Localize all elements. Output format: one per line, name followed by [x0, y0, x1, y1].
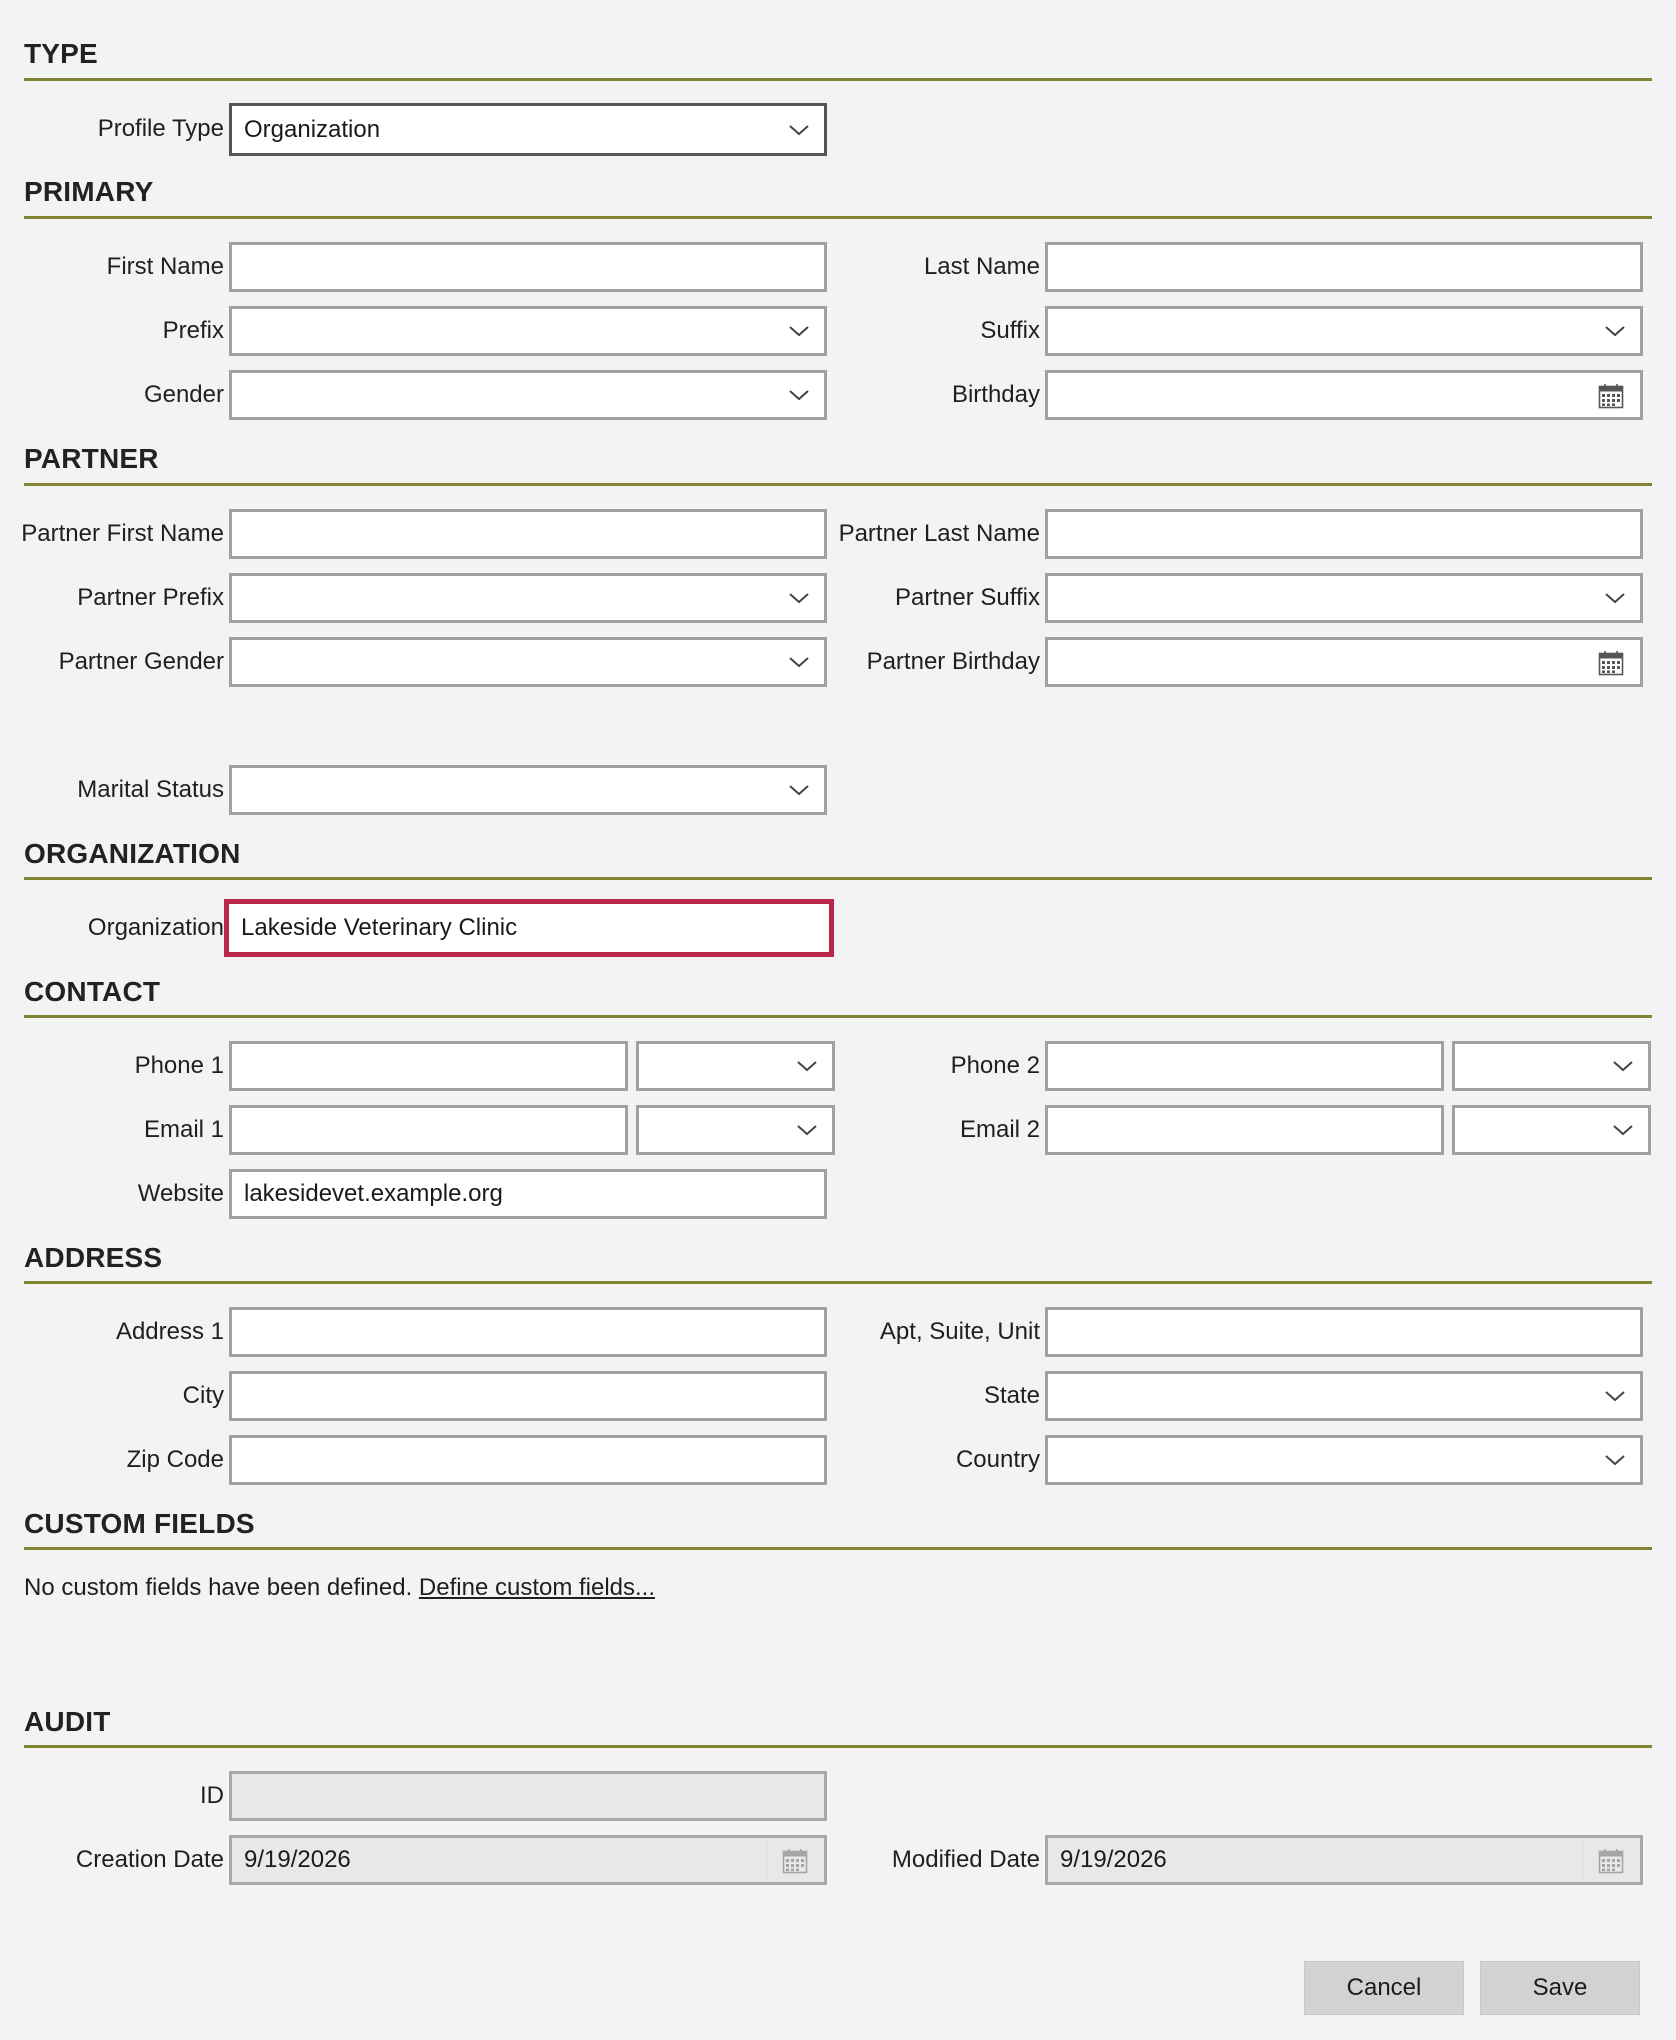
section-title-primary: PRIMARY [24, 176, 154, 207]
section-title-custom-fields: CUSTOM FIELDS [24, 1508, 255, 1539]
email1-field[interactable] [229, 1105, 628, 1155]
chevron-down-icon [1612, 1120, 1634, 1140]
profile-type-value: Organization [244, 116, 381, 143]
partner-birthday-date-picker[interactable] [1045, 637, 1643, 687]
modified-date-label: Modified Date [891, 1846, 1040, 1873]
city-field[interactable] [229, 1371, 827, 1421]
phone2-label: Phone 2 [950, 1052, 1040, 1079]
id-label: ID [200, 1782, 224, 1809]
profile-type-label: Profile Type [97, 115, 224, 142]
section-title-address: ADDRESS [24, 1242, 163, 1273]
section-divider [24, 78, 1652, 81]
partner-birthday-label: Partner Birthday [866, 648, 1040, 675]
birthday-label: Birthday [951, 381, 1040, 408]
state-select[interactable] [1045, 1371, 1643, 1421]
chevron-down-icon [788, 321, 810, 341]
first-name-field[interactable] [229, 242, 827, 292]
section-divider [24, 216, 1652, 219]
suffix-select[interactable] [1045, 306, 1643, 356]
country-select[interactable] [1045, 1435, 1643, 1485]
partner-suffix-select[interactable] [1045, 573, 1643, 623]
email2-type-select[interactable] [1452, 1105, 1651, 1155]
section-divider [24, 1745, 1652, 1748]
section-title-audit: AUDIT [24, 1706, 111, 1737]
partner-first-name-field[interactable] [229, 509, 827, 559]
marital-status-select[interactable] [229, 765, 827, 815]
calendar-icon [1598, 1848, 1624, 1874]
field-separator [1582, 1838, 1584, 1882]
define-custom-fields-link[interactable]: Define custom fields... [418, 1574, 656, 1601]
id-field [229, 1771, 827, 1821]
last-name-field[interactable] [1045, 242, 1643, 292]
chevron-down-icon [1604, 588, 1626, 608]
partner-suffix-label: Partner Suffix [895, 584, 1040, 611]
birthday-date-picker[interactable] [1045, 370, 1643, 420]
organization-label: Organization [87, 914, 224, 941]
zip-field[interactable] [229, 1435, 827, 1485]
section-divider [24, 483, 1652, 486]
partner-first-name-label: Partner First Name [21, 520, 224, 547]
chevron-down-icon [788, 780, 810, 800]
website-value: lakesidevet.example.org [244, 1180, 503, 1207]
phone1-field[interactable] [229, 1041, 628, 1091]
chevron-down-icon [788, 120, 810, 140]
custom-fields-message: No custom fields have been defined. [24, 1574, 413, 1601]
chevron-down-icon [788, 588, 810, 608]
section-title-partner: PARTNER [24, 443, 159, 474]
section-divider [24, 1015, 1652, 1018]
apt-label: Apt, Suite, Unit [879, 1318, 1040, 1345]
creation-date-label: Creation Date [75, 1846, 224, 1873]
address1-field[interactable] [229, 1307, 827, 1357]
organization-value: Lakeside Veterinary Clinic [241, 914, 518, 941]
city-label: City [182, 1382, 224, 1409]
phone1-label: Phone 1 [134, 1052, 224, 1079]
prefix-select[interactable] [229, 306, 827, 356]
calendar-icon[interactable] [1598, 383, 1624, 409]
custom-fields-note [24, 1574, 655, 1602]
chevron-down-icon [796, 1120, 818, 1140]
phone2-type-select[interactable] [1452, 1041, 1651, 1091]
partner-gender-select[interactable] [229, 637, 827, 687]
section-divider [24, 1281, 1652, 1284]
zip-label: Zip Code [126, 1446, 224, 1473]
gender-select[interactable] [229, 370, 827, 420]
creation-date-field [229, 1835, 827, 1885]
email2-field[interactable] [1045, 1105, 1444, 1155]
section-title-organization: ORGANIZATION [24, 838, 241, 869]
cancel-button[interactable]: Cancel [1304, 1961, 1464, 2015]
chevron-down-icon [1604, 1450, 1626, 1470]
website-label: Website [137, 1180, 224, 1207]
calendar-icon [782, 1848, 808, 1874]
calendar-icon[interactable] [1598, 650, 1624, 676]
chevron-down-icon [1612, 1056, 1634, 1076]
organization-field[interactable] [226, 901, 832, 955]
chevron-down-icon [1604, 1386, 1626, 1406]
prefix-label: Prefix [162, 317, 224, 344]
country-label: Country [955, 1446, 1040, 1473]
modified-date-field [1045, 1835, 1643, 1885]
email1-label: Email 1 [143, 1116, 224, 1143]
chevron-down-icon [788, 652, 810, 672]
last-name-label: Last Name [923, 253, 1040, 280]
section-title-contact: CONTACT [24, 976, 161, 1007]
website-field[interactable] [229, 1169, 827, 1219]
phone2-field[interactable] [1045, 1041, 1444, 1091]
save-button[interactable]: Save [1480, 1961, 1640, 2015]
chevron-down-icon [1604, 321, 1626, 341]
email2-label: Email 2 [959, 1116, 1040, 1143]
partner-gender-label: Partner Gender [58, 648, 224, 675]
section-divider [24, 1547, 1652, 1550]
modified-date-value: 9/19/2026 [1060, 1846, 1167, 1873]
chevron-down-icon [796, 1056, 818, 1076]
section-divider [24, 877, 1652, 880]
marital-status-label: Marital Status [77, 776, 224, 803]
chevron-down-icon [788, 385, 810, 405]
gender-label: Gender [143, 381, 224, 408]
apt-field[interactable] [1045, 1307, 1643, 1357]
profile-type-select[interactable] [229, 103, 827, 156]
first-name-label: First Name [106, 253, 224, 280]
creation-date-value: 9/19/2026 [244, 1846, 351, 1873]
partner-last-name-field[interactable] [1045, 509, 1643, 559]
partner-last-name-label: Partner Last Name [838, 520, 1040, 547]
field-separator [766, 1838, 768, 1882]
email1-type-select[interactable] [636, 1105, 835, 1155]
phone1-type-select[interactable] [636, 1041, 835, 1091]
suffix-label: Suffix [980, 317, 1040, 344]
section-title-type: TYPE [24, 38, 98, 69]
partner-prefix-label: Partner Prefix [77, 584, 224, 611]
state-label: State [983, 1382, 1040, 1409]
address1-label: Address 1 [115, 1318, 224, 1345]
partner-prefix-select[interactable] [229, 573, 827, 623]
